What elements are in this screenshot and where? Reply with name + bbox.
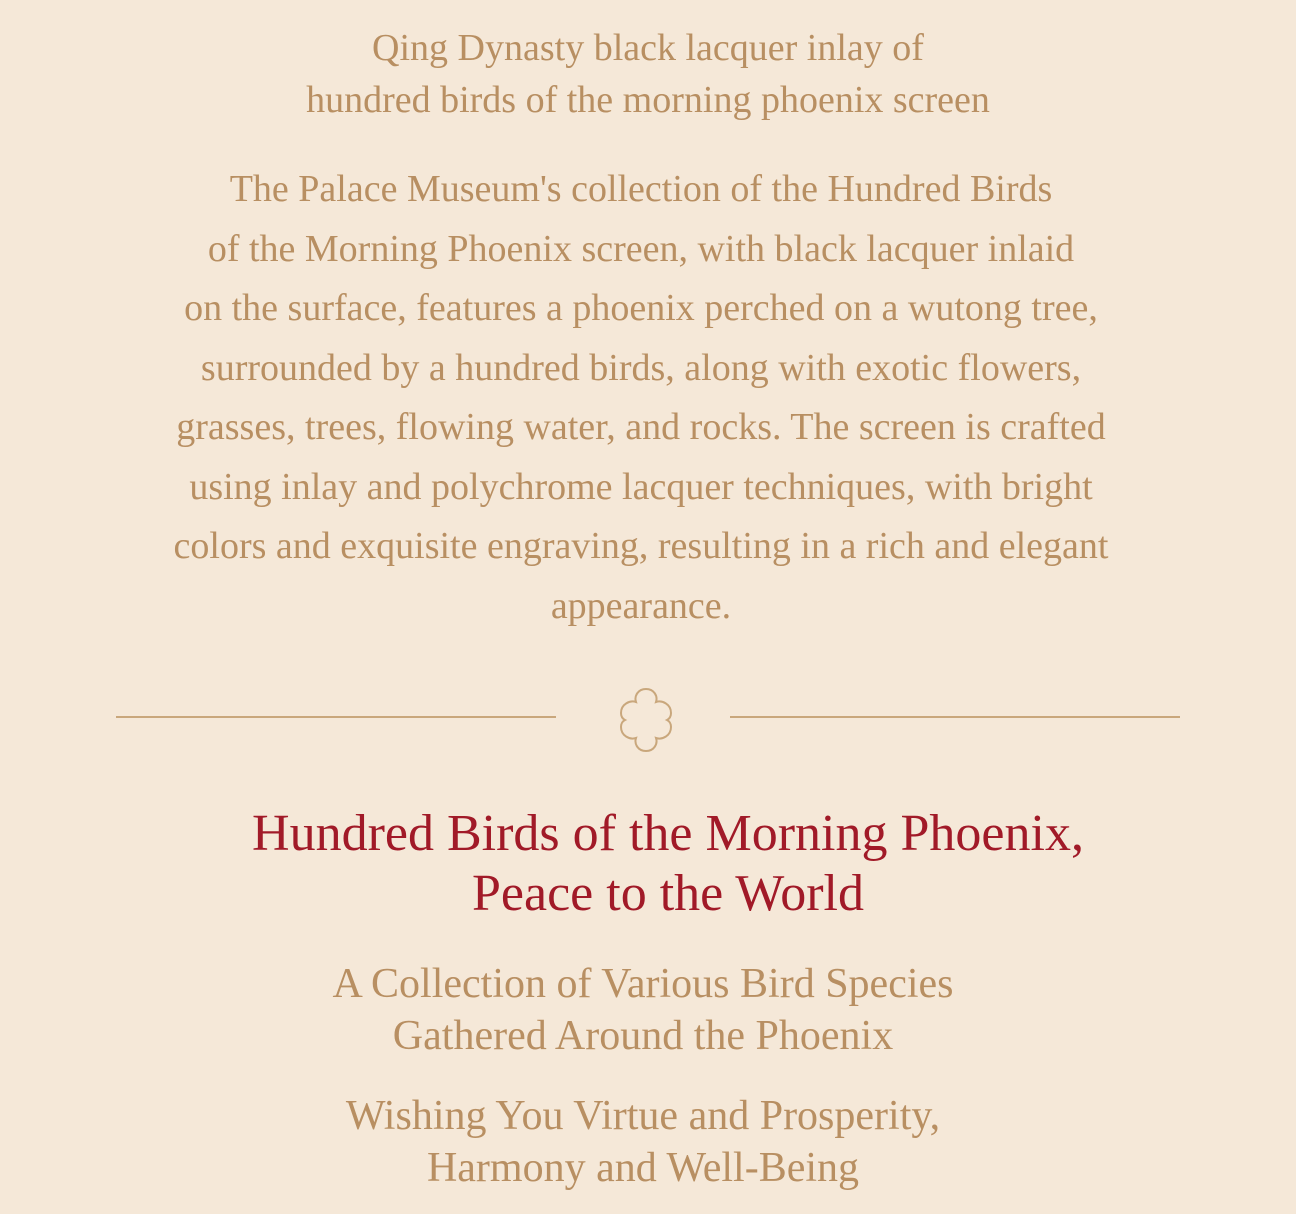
description-line: grasses, trees, flowing water, and rocks. The screen is crafted [176,406,1106,448]
blessing-line: Harmony and Well-Being [426,1145,860,1191]
blessing-line: A Collection of Various Bird Species [332,961,954,1007]
description-line: colors and exquisite engraving, resulting in a rich and elegant [173,525,1109,567]
description-line: surrounded by a hundred birds, along with exotic flowers, [200,346,1082,389]
blessing-line: Gathered Around the Phoenix [392,1013,894,1059]
divider-line-left [116,716,556,718]
blessing-text [0,1090,1286,1194]
heading-line: Peace to the World [472,865,864,922]
artifact-subtitle [0,22,1296,126]
ornamental-divider [116,680,1180,752]
quatrefoil-ornament-icon [611,683,681,753]
blessing-line: Wishing You Virtue and Prosperity, [345,1093,941,1139]
subtitle-line: hundred birds of the morning phoenix screen [306,79,990,121]
blessing-text [0,958,1286,1062]
divider-line-right [730,716,1180,718]
subtitle-line: Qing Dynasty black lacquer inlay of [372,27,924,69]
heading-line: Hundred Birds of the Morning Phoenix, [252,805,1084,862]
description-line: using inlay and polychrome lacquer techniques, with bright [189,465,1093,508]
section-heading [0,804,1296,924]
description-line: appearance. [550,584,732,627]
description-line: The Palace Museum's collection of the Hundred Birds [229,168,1053,210]
artifact-description [96,160,1186,636]
description-line: of the Morning Phoenix screen, with black lacquer inlaid [207,227,1075,270]
description-line: on the surface, features a phoenix perched on a wutong tree, [184,287,1098,329]
